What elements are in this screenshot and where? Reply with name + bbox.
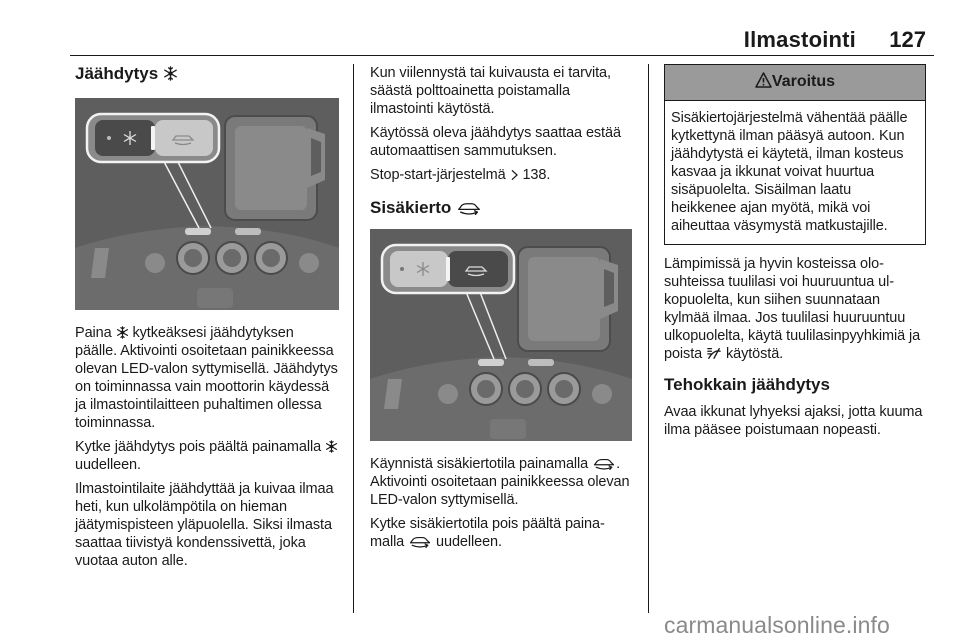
warning-header: Varoitus [665,65,925,101]
reference-arrow-icon [510,169,519,181]
warning-text: Sisäkiertojärjestelmä vähentää päälle kytkettynä ilman pääsyä autoon. Kun jäähdytystä ei käytetä, ilman kosteus kasvaa ja ikkunat voivat huurtua sisäpuolelta. Sisäilman laatu heikkenee ajan myötä, mikä voi aiheuttaa väsymystä matkustajille. [671,110,908,234]
paragraph: Lämpimissä ja hyvin kosteissa olosuhteissa tuulilasi voi huuruuntua ulkopuolelta, kun siihen suunnataan kylmää ilmaa. Jos tuulilasi huuruuntuu ulkopuolelta, käytä tuulilasinpyyhkimiä ja poista käytöstä. [664,256,921,362]
header-rule [70,55,934,56]
column-1 [75,64,339,570]
warning-box [664,64,926,245]
snowflake-icon [163,66,178,81]
paragraph: Kytke jäähdytys pois päältä painamalla uudelleen. [75,438,339,474]
watermark: carmanualsonline.info [664,612,890,638]
recirculation-button-illustration [370,229,632,441]
section-heading-max-cooling: Tehokkain jäähdytys [664,375,830,394]
paragraph: Ilmastointilaite jäähdyttää ja kuivaa ilmaa heti, kun ulkolämpötila on hieman jäätymispisteen yläpuolella. Siksi ilmasta saattaa tiivistyä kondenssivettä, joka vuotaa auton alle. [75,481,334,569]
ac-button-illustration [75,98,339,310]
column-divider [648,64,649,613]
section-heading-recirculation: Sisäkierto [370,198,632,218]
section-title: Ilmastointi [743,27,856,52]
snowflake-icon [116,326,129,339]
paragraph: Stop-start-järjestelmä 138. [370,167,551,183]
paragraph: Käytössä oleva jäähdytys saattaa estää automaattisen sammutuksen. [370,125,621,159]
column-2 [370,64,632,551]
paragraph: Käynnistä sisäkiertotila painamalla . Aktivointi osoitetaan painikkeessa olevan LED-valon syttymisellä. [370,456,630,508]
snowflake-icon [325,440,338,453]
paragraph: Kun viilennystä tai kuivausta ei tarvita, säästä polttoainetta poistamalla ilmastointi käytöstä. [370,65,611,117]
page-header [70,27,934,55]
paragraph: Kytke sisäkiertotila pois päältä painamalla uudelleen. [370,516,605,550]
wiper-icon [706,346,722,360]
section-heading-cooling: Jäähdytys [75,64,339,86]
recirculation-icon [408,534,432,548]
recirculation-icon [592,456,616,470]
column-3 [664,64,926,439]
page-number: 127 [889,27,926,52]
warning-triangle-icon [755,72,772,88]
column-divider [353,64,354,613]
paragraph: Paina kytkeäksesi jäähdytyksen päälle. Aktivointi osoitetaan painikkeessa olevan LED-valon syttymisellä. Jäähdytys on toiminnassa vain moottorin käydessä ja ilmastointilaitteen puhaltimen ollessa toiminnassa. [75,325,338,431]
recirculation-icon [456,200,482,215]
paragraph: Avaa ikkunat lyhyeksi ajaksi, jotta kuuma ilma pääsee poistumaan nopeasti. [664,404,923,438]
